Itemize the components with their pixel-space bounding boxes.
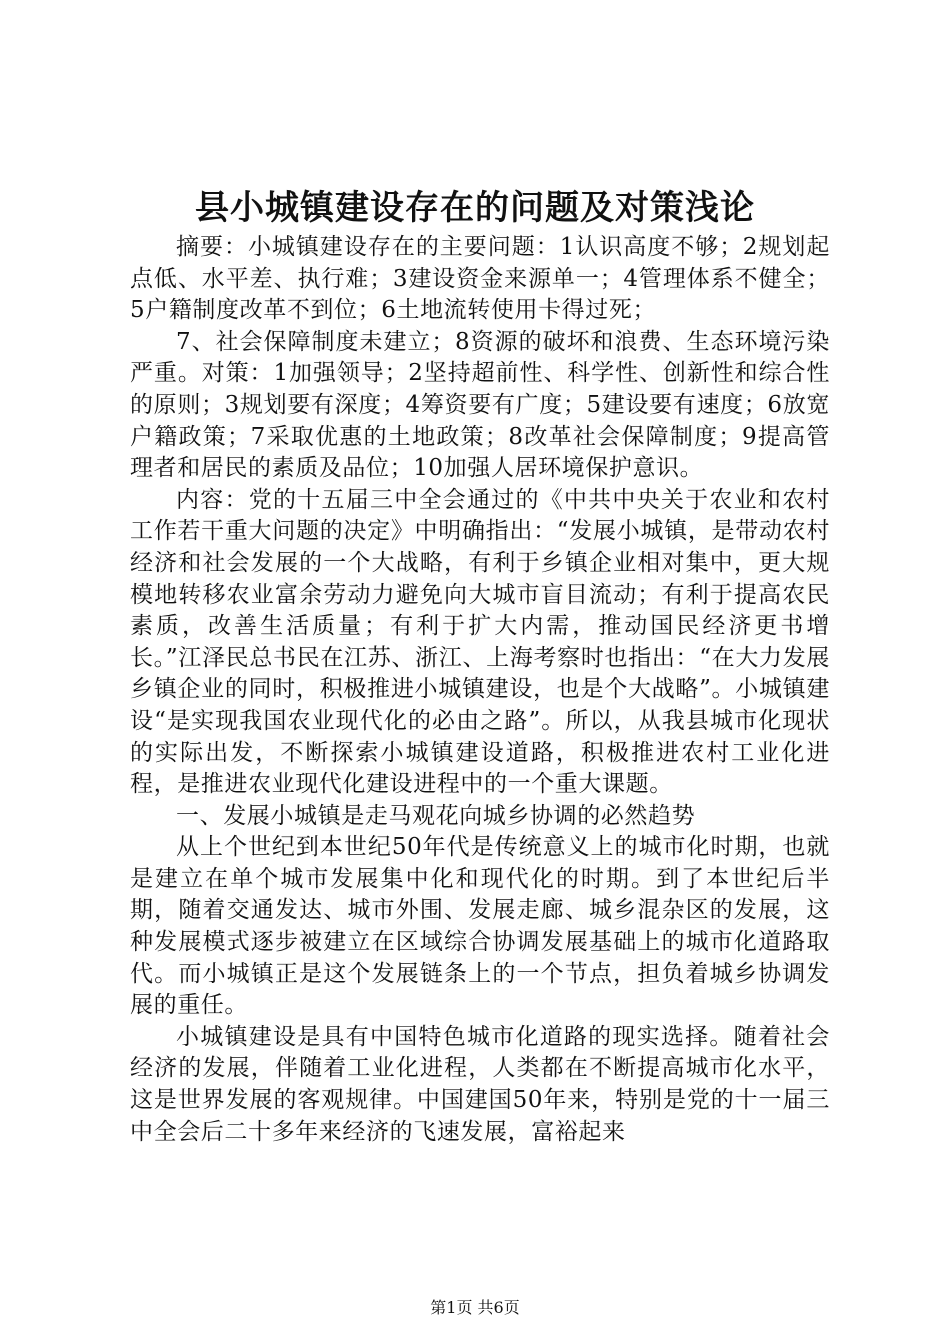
abstract-continued-paragraph: 7、社会保障制度未建立；8资源的破坏和浪费、生态环境污染严重。对策：1加强领导；2坚持超前性、科学性、创新性和综合性的原则；3规划要有深度；4筹资要有广度；5建设要有速度；6放宽户籍政策；7采取优惠的土地政策；8改革社会保障制度；9提高管理者和居民的素质及品位；10加强人居环境保护意识。 <box>130 328 830 482</box>
content-paragraph: 内容：党的十五届三中全会通过的《中共中央关于农业和农村工作若干重大问题的决定》中明确指出：“发展小城镇，是带动农村经济和社会发展的一个大战略，有利于乡镇企业相对集中，更大规模地转移农业富余劳动力避免向大城市盲目流动；有利于提高农民素质，改善生活质量；有利于扩大内需，推动国民经济更书增长。”江泽民总书民在江苏、浙江、上海考察时也指出：“在大力发展乡镇企业的同时，积极推进小城镇建设，也是个大战略”。小城镇建设“是实现我国农业现代化的必由之路”。所以，从我县城市化现状的实际出发，不断探索小城镇建设道路，积极推进农村工业化进程，是推进农业现代化建设进程中的一个重大课题。 <box>130 486 830 798</box>
document-title: 县小城镇建设存在的问题及对策浅论 <box>195 188 755 228</box>
page-footer: 第1页 共6页 <box>430 1298 520 1317</box>
section-heading-1: 一、发展小城镇是走马观花向城乡协调的必然趋势 <box>176 802 696 829</box>
document-body <box>130 232 830 1148</box>
abstract-paragraph: 摘要：小城镇建设存在的主要问题：1认识高度不够；2规划起点低、水平差、执行难；3建设资金来源单一；4管理体系不健全；5户籍制度改革不到位；6土地流转使用卡得过死； <box>130 234 830 324</box>
body-paragraph: 小城镇建设是具有中国特色城市化道路的现实选择。随着社会经济的发展，伴随着工业化进程，人类都在不断提高城市化水平，这是世界发展的客观规律。中国建国50年来，特别是党的十一届三中全会后二十多年来经济的飞速发展，富裕起来 <box>130 1023 830 1145</box>
body-paragraph: 从上个世纪到本世纪50年代是传统意义上的城市化时期，也就是建立在单个城市发展集中化和现代化的时期。到了本世纪后半期，随着交通发达、城市外围、发展走廊、城乡混杂区的发展，这种发展模式逐步被建立在区域综合协调发展基础上的城市化道路取代。而小城镇正是这个发展链条上的一个节点，担负着城乡协调发展的重任。 <box>130 834 830 1019</box>
